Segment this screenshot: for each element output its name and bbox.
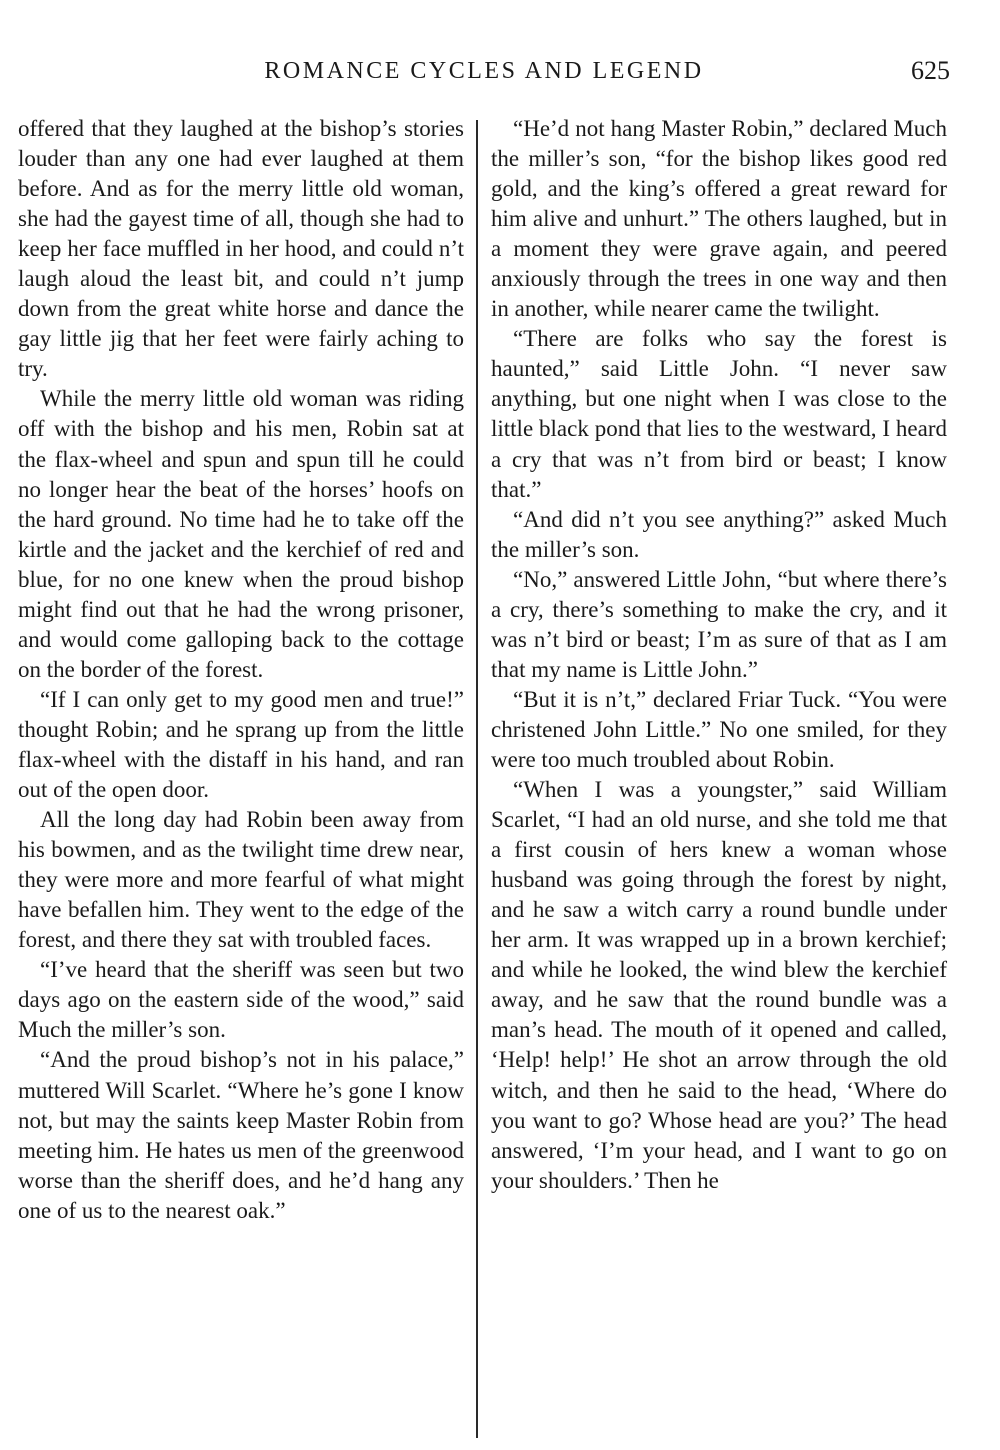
paragraph: “He’d not hang Master Robin,” declared Much the miller’s son, “for the bishop likes good red gold, and the king’s offered a great reward for him alive and unhurt.” The others laughed, but in a moment they were grave again, and peered anxiously through the trees in one way and then in another, while nearer came the twilight.: [491, 116, 947, 322]
paragraph: “And the proud bishop’s not in his palace,” muttered Will Scarlet. “Where he’s gone I know not, but may the saints keep Master Robin from meeting him. He hates us men of the greenwood worse than the sheriff does, and he’d hang any one of us to the nearest oak.”: [18, 1047, 464, 1223]
right-column: [491, 114, 947, 1196]
paragraph: While the merry little old woman was riding off with the bishop and his men, Robin sat at the flax-wheel and spun and spun till he could no longer hear the beat of the horses’ hoofs on the hard ground. No time had he to take off the kirtle and the jacket and the kerchief of red and blue, for no one knew when the proud bishop might find out that he had the wrong prisoner, and would come galloping back to the cottage on the border of the forest.: [18, 386, 464, 682]
left-column: [18, 114, 464, 1226]
paragraph: “If I can only get to my good men and true!” thought Robin; and he sprang up from the little flax-wheel with the distaff in his hand, and ran out of the open door.: [18, 686, 464, 803]
paragraph: “There are folks who say the forest is haunted,” said Little John. “I never saw anything, but one night when I was close to the little black pond that lies to the westward, I heard a cry that was n’t from bird or beast; I know that.”: [491, 326, 947, 502]
paragraph: All the long day had Robin been away from his bowmen, and as the twilight time drew near, they were more and more fearful of what might have befallen him. They went to the edge of the forest, and there they sat with troubled faces.: [18, 807, 464, 953]
paragraph: “But it is n’t,” declared Friar Tuck. “You were christened John Little.” No one smiled, for they were too much troubled about Robin.: [491, 686, 947, 772]
page-number: 625: [911, 56, 950, 85]
paragraph: “I’ve heard that the sheriff was seen but two days ago on the eastern side of the wood,” said Much the miller’s son.: [18, 957, 464, 1043]
paragraph: offered that they laughed at the bishop’s stories louder than any one had ever laughed at them before. And as for the merry little old woman, she had the gayest time of all, though she had to keep her face muffled in her hood, and could n’t laugh aloud the least bit, and could n’t jump down from the great white horse and dance the gay little jig that her feet were fairly aching to try.: [18, 116, 464, 382]
paragraph: “When I was a youngster,” said William Scarlet, “I had an old nurse, and she told me that a first cousin of hers knew a woman whose husband was going through the forest by night, and he saw a witch carry a round bundle under her arm. It was wrapped up in a brown kerchief; and while he looked, the wind blew the kerchief away, and he saw that the round bundle was a man’s head. The mouth of it opened and called, ‘Help! help!’ He shot an arrow through the old witch, and then he said to the head, ‘Where do you want to go? Whose head are you?’ The head answered, ‘I’m your head, and I want to go on your shoulders.’ Then he: [491, 777, 947, 1193]
paragraph: “And did n’t you see anything?” asked Much the miller’s son.: [491, 506, 947, 562]
paragraph: “No,” answered Little John, “but where there’s a cry, there’s something to make the cry, and it was n’t bird or beast; I’m as sure of that as I am that my name is Little John.”: [491, 566, 947, 682]
running-head: [18, 54, 950, 94]
running-title: ROMANCE CYCLES AND LEGEND: [264, 58, 704, 84]
column-divider: [476, 120, 478, 1438]
